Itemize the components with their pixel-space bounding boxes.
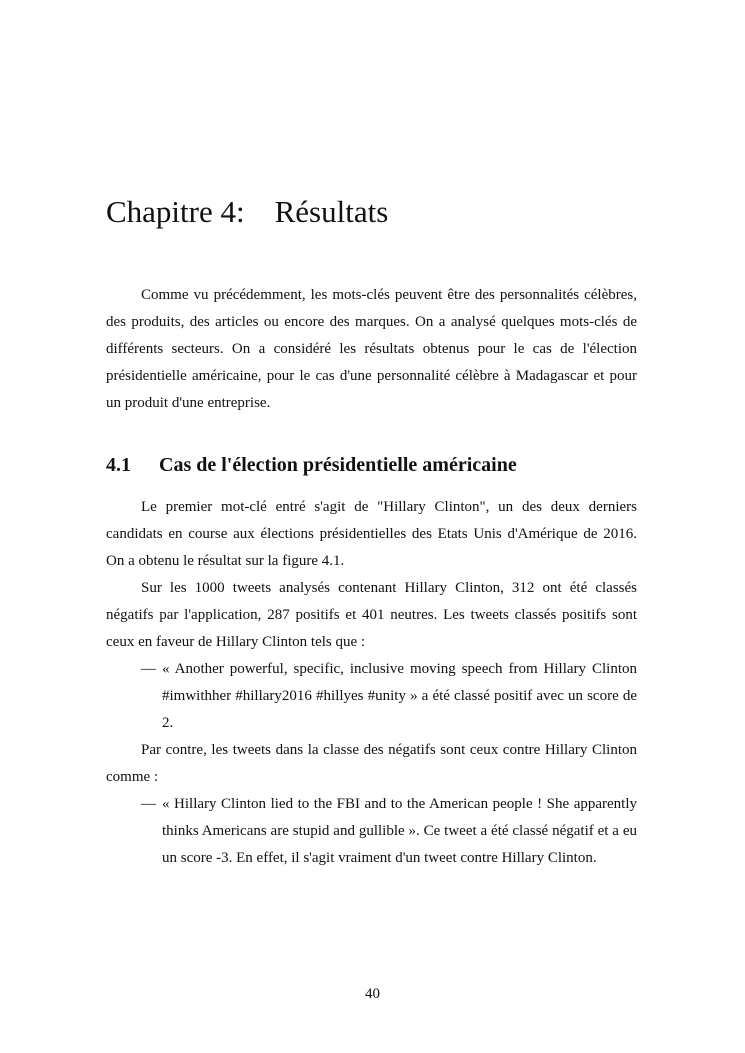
paragraph-tweet-stats: Sur les 1000 tweets analysés contenant Hillary Clinton, 312 ont été classés négatifs par l'application, 287 positifs et 401 neutres. Les tweets classés positifs sont ceux en faveur de Hillary Clinton tels que :	[106, 580, 637, 650]
section-heading	[106, 451, 517, 479]
list-item-negative-tweet	[106, 791, 637, 872]
positive-tweet-quote: « Another powerful, specific, inclusive moving speech from Hillary Clinton #imwithher #hillary2016 #hillyes #unity » a été classé positif avec un score de 2.	[162, 661, 637, 731]
list-item-positive-tweet	[106, 656, 637, 737]
intro-paragraph: Comme vu précédemment, les mots-clés peuvent être des personnalités célèbres, des produits, des articles ou encore des marques. On a analysé quelques mots-clés de différents secteurs. On a considéré les résultats obtenus pour le cas de l'élection présidentielle américaine, pour le cas d'une personnalité célèbre à Madagascar et pour un produit d'une entreprise.	[106, 287, 637, 411]
list-dash-marker: —	[141, 796, 156, 812]
section-body	[106, 494, 637, 872]
paragraph-first-keyword: Le premier mot-clé entré s'agit de "Hillary Clinton", un des deux derniers candidats en course aux élections présidentielles des Etats Unis d'Amérique de 2016. On a obtenu le résultat sur la figure 4.1.	[106, 499, 637, 569]
section-number: 4.1	[106, 454, 131, 476]
chapter-name: Résultats	[274, 194, 389, 229]
section-name: Cas de l'élection présidentielle américaine	[159, 454, 517, 476]
negative-tweet-quote: « Hillary Clinton lied to the FBI and to the American people ! She apparently thinks Americans are stupid and gullible ». Ce tweet a été classé négatif et a eu un score -3. En effet, il s'agit vraiment d'un tweet contre Hillary Clinton.	[162, 796, 637, 866]
page-number: 40	[365, 986, 380, 1002]
chapter-title	[106, 192, 646, 232]
paragraph-negative-intro: Par contre, les tweets dans la classe des négatifs sont ceux contre Hillary Clinton comme :	[106, 742, 637, 785]
intro-section	[106, 282, 637, 417]
list-dash-marker: —	[141, 661, 156, 677]
chapter-number: Chapitre 4:	[106, 194, 245, 229]
